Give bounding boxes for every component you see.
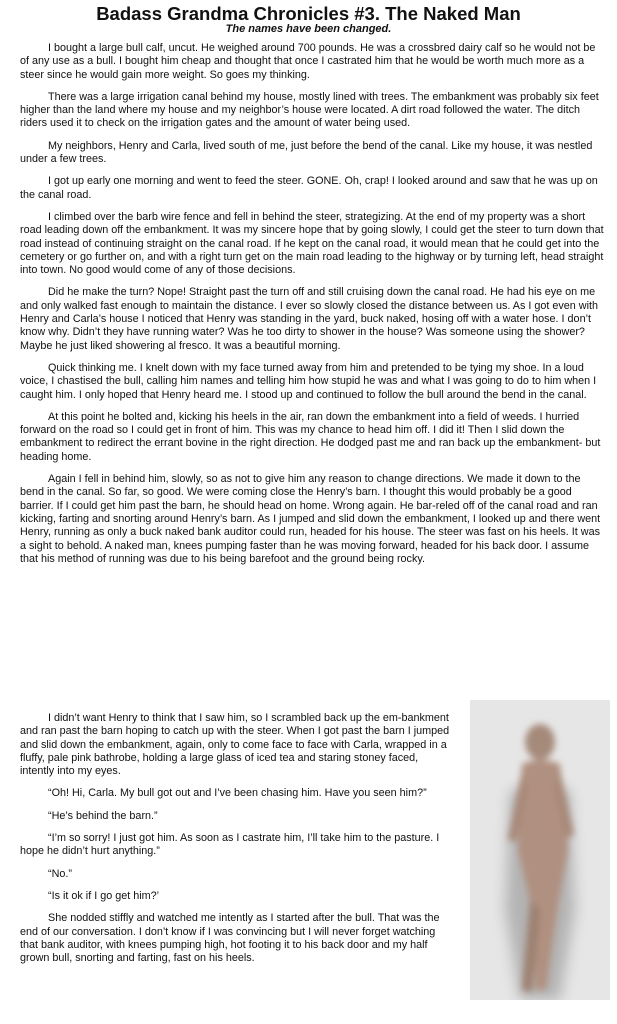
- story-body-top: [20, 42, 607, 575]
- paragraph: I got up early one morning and went to feed the steer. GONE. Oh, crap! I looked around and saw that he was up on the canal road.: [20, 175, 598, 201]
- paragraph: My neighbors, Henry and Carla, lived south of me, just before the bend of the canal. Like my house, it was nestled under a few trees.: [20, 139, 593, 166]
- paragraph: There was a large irrigation canal behind my house, mostly lined with trees. The embankment was probably six feet higher than the land where my house and my neighbor’s house were located. A dirt road followed the water. The ditch riders used it to check on the irrigation gates and the amount of water being used.: [20, 90, 599, 130]
- page-title: Badass Grandma Chronicles #3. The Naked Man: [96, 3, 521, 24]
- paragraph: Did he make the turn? Nope! Straight past the turn off and still cruising down the canal road. He had his eye on me and only walked fast enough to maintain the distance. I ever so slowly closed the distance between us. As I got even with Henry and Carla’s house I noticed that Henry was standing in the yard, buck naked, hosing off with a water hose. I don’t know why. Didn’t they have running water? Was he too dirty to shower in the house? Was someone using the shower? Maybe he just liked showering al fresco. It was a beautiful morning.: [20, 286, 598, 352]
- paragraph: I climbed over the barb wire fence and fell in behind the steer, strategizing. At the end of my property was a short road leading down off the embankment. It was my sincere hope that by going slowly, I could get the steer to turn down that road instead of continuing straight on the canal road. If he kept on the canal road, it would mean that he could get into the cemetery or go further on, and with a right turn get on the main road leading to the highway or by turning left, head straight into town. No good would come of any of those decisions.: [20, 210, 604, 277]
- paragraph: I bought a large bull calf, uncut. He weighed around 700 pounds. He was a crossbred dairy calf so he would not be of any use as a bull. I bought him cheap and thought that once I castrated him that he would be worth much more as a steer since he would gain more weight. So goes my thinking.: [20, 42, 596, 81]
- dialogue-line: “Oh! Hi, Carla. My bull got out and I’ve been chasing him. Have you seen him?”: [48, 787, 427, 800]
- page-subtitle: The names have been changed.: [225, 23, 392, 35]
- paragraph: At this point he bolted and, kicking his heels in the air, ran down the embankment into a field of weeds. I hurried forward on the road so I could get in front of him. This was my chance to head him off. I did it! Then I slid down the embankment to redirect the errant bovine in the right direction. He dodged past me and ran back up the embankment- but heading home.: [20, 410, 601, 463]
- dialogue-line: “No.”: [48, 867, 72, 880]
- story-body-bottom: [20, 712, 450, 974]
- paragraph: Again I fell in behind him, slowly, so as not to give him any reason to change directions. We made it down to the bend in the canal. So far, so good. We were coming close the Henry’s barn. I thought this would probably be a good barrier. If I could get him past the barn, he should head on home. Wrong again. He bar-reled off of the canal road and ran kicking, farting and snorting around Henry’s barn. As I jumped and slid down the embankment, I looked up and there went Henry, running as only a buck naked bank auditor could run, headed for his house. The steer was fast on his heels. It was a sight to behold. A naked man, knees pumping faster than he was moving forward, headed for his back door. I assume that his method of running was due to his being barefoot and the ground being rocky.: [20, 473, 601, 565]
- dialogue-line: “He’s behind the barn.”: [48, 809, 158, 822]
- paragraph: I didn’t want Henry to think that I saw him, so I scrambled back up the em-bankment and ran past the barn hoping to catch up with the steer. When I got past the barn I jumped and slid down the embankment, again, only to come face to face with Carla, wrapped in a fluffy, pale pink bathrobe, holding a large glass of iced tea and staring stoney faced, intently into my eyes.: [20, 712, 450, 778]
- paragraph: She nodded stiffly and watched me intently as I started after the bull. That was the end of our conversation. I don’t know if I was convincing but I will never forget watching that bank auditor, with knees pumping high, hot footing it to his back door and my half grown bull, snorting and farting, fast on his heels.: [20, 912, 440, 965]
- paragraph: Quick thinking me. I knelt down with my face turned away from him and pretended to be tying my shoe. In a loud voice, I chastised the bull, calling him names and telling him how stupid he was and what I was going to do to him when I caught him. I only hoped that Henry heard me. I stood up and continued to follow the bull around the bend in the canal.: [20, 361, 597, 401]
- blurred-man-photo: [470, 700, 610, 1000]
- dialogue-line: “Is it ok if I go get him?’: [48, 889, 160, 902]
- dialogue-line: “I’m so sorry! I just got him. As soon as I castrate him, I’ll take him to the pasture. I hope he didn’t hurt anything.”: [20, 832, 440, 858]
